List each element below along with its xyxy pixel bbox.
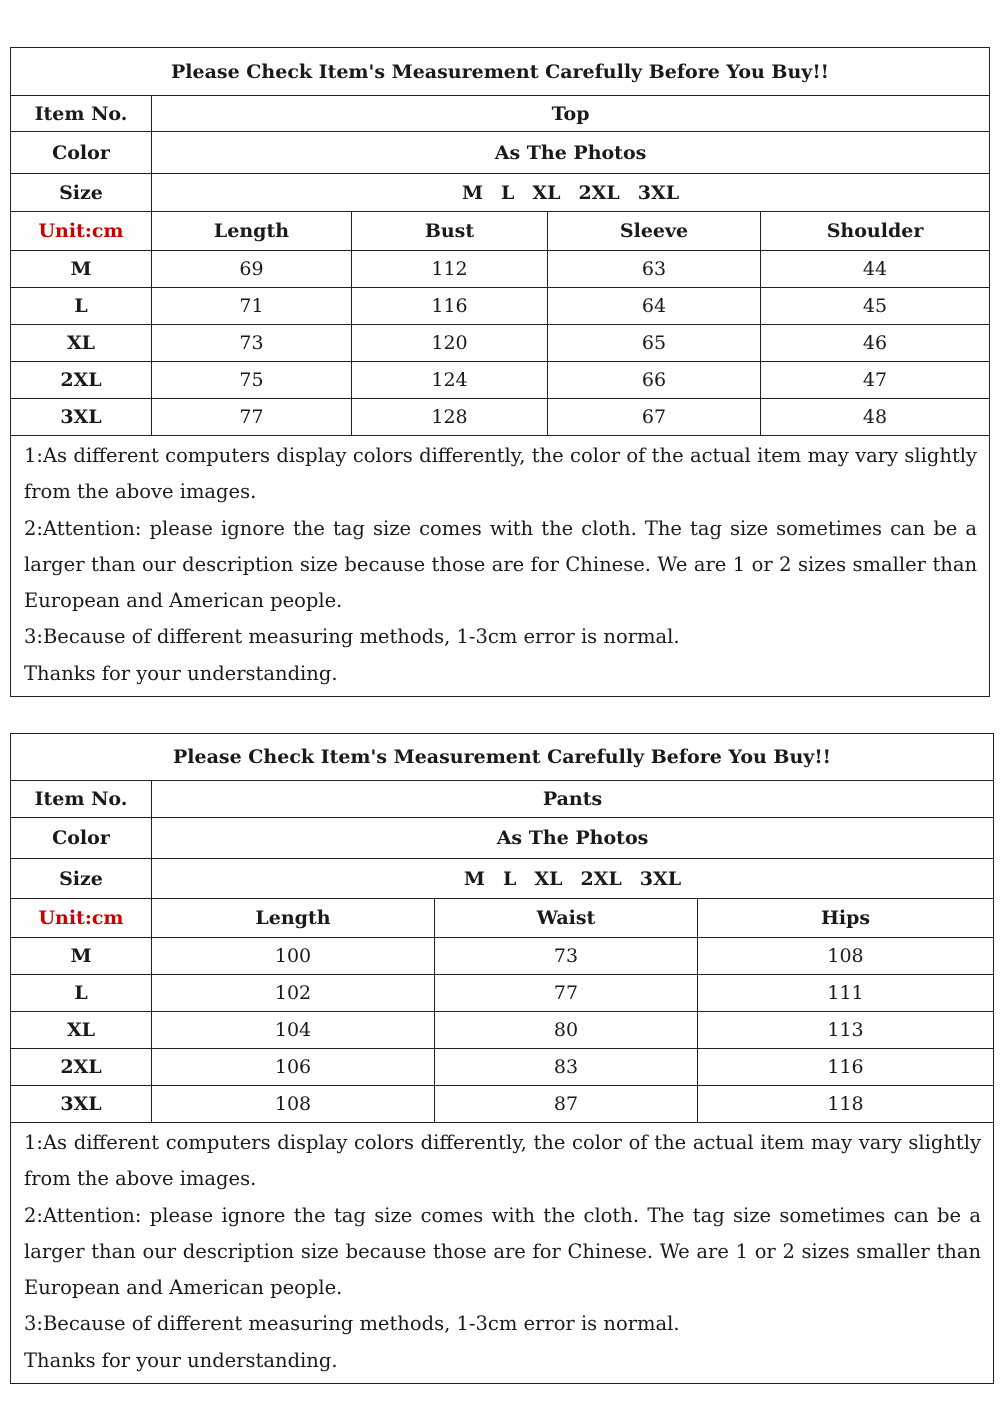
cell-value: 63 — [548, 251, 761, 288]
item-no-value: Pants — [152, 781, 994, 818]
column-header-hips: Hips — [698, 899, 994, 938]
cell-value: 73 — [435, 938, 698, 975]
row-size: 3XL — [11, 1086, 152, 1123]
item-no-value: Top — [152, 96, 990, 132]
cell-value: 116 — [698, 1049, 994, 1086]
chart-title: Please Check Item's Measurement Carefully Before You Buy!! — [11, 48, 990, 96]
item-no-label: Item No. — [11, 781, 152, 818]
cell-value: 71 — [152, 288, 352, 325]
size-option: 2XL — [578, 181, 620, 204]
note-thanks: Thanks for your understanding. — [24, 661, 338, 685]
column-header-length: Length — [152, 899, 435, 938]
cell-value: 102 — [152, 975, 435, 1012]
cell-value: 100 — [152, 938, 435, 975]
table-row — [11, 1049, 994, 1086]
cell-value: 77 — [152, 399, 352, 436]
item-no-label: Item No. — [11, 96, 152, 132]
column-header-waist: Waist — [435, 899, 698, 938]
cell-value: 87 — [435, 1086, 698, 1123]
size-options — [152, 859, 994, 899]
cell-value: 106 — [152, 1049, 435, 1086]
size-option: XL — [534, 867, 563, 890]
table-row — [11, 1086, 994, 1123]
notes-block — [11, 1123, 994, 1384]
color-value: As The Photos — [152, 132, 990, 174]
table-row — [11, 975, 994, 1012]
table-row — [11, 399, 990, 436]
cell-value: 67 — [548, 399, 761, 436]
note-measuring: 3:Because of different measuring methods, 1-3cm error is normal. — [24, 625, 680, 649]
column-header-shoulder: Shoulder — [761, 212, 990, 251]
cell-value: 120 — [352, 325, 548, 362]
size-option: 3XL — [637, 181, 680, 204]
size-option: L — [500, 181, 515, 204]
cell-value: 45 — [761, 288, 990, 325]
notes-block — [11, 436, 990, 697]
size-option: L — [502, 867, 517, 890]
table-row — [11, 251, 990, 288]
note-tag-size: 2:Attention: please ignore the tag size comes with the cloth. The tag size sometimes can be a larger than our description size because those are for Chinese. We are 1 or 2 sizes smaller than European and American people. — [24, 516, 978, 613]
cell-value: 113 — [698, 1012, 994, 1049]
row-size: L — [11, 288, 152, 325]
chart-title: Please Check Item's Measurement Carefully Before You Buy!! — [11, 734, 994, 781]
unit-label: Unit:cm — [11, 212, 152, 251]
note-tag-size: 2:Attention: please ignore the tag size comes with the cloth. The tag size sometimes can be a larger than our description size because those are for Chinese. We are 1 or 2 sizes smaller than European and American people. — [24, 1203, 982, 1300]
cell-value: 77 — [435, 975, 698, 1012]
table-row — [11, 288, 990, 325]
cell-value: 73 — [152, 325, 352, 362]
size-option: M — [463, 867, 485, 890]
size-label: Size — [11, 174, 152, 212]
row-size: 2XL — [11, 1049, 152, 1086]
cell-value: 104 — [152, 1012, 435, 1049]
size-option: 2XL — [580, 867, 622, 890]
cell-value: 108 — [698, 938, 994, 975]
table-row — [11, 1012, 994, 1049]
color-label: Color — [11, 818, 152, 859]
cell-value: 128 — [352, 399, 548, 436]
row-size: 2XL — [11, 362, 152, 399]
cell-value: 118 — [698, 1086, 994, 1123]
table-row — [11, 362, 990, 399]
cell-value: 66 — [548, 362, 761, 399]
row-size: 3XL — [11, 399, 152, 436]
cell-value: 69 — [152, 251, 352, 288]
cell-value: 108 — [152, 1086, 435, 1123]
size-option: XL — [532, 181, 561, 204]
note-measuring: 3:Because of different measuring methods, 1-3cm error is normal. — [24, 1312, 680, 1336]
row-size: XL — [11, 325, 152, 362]
row-size: L — [11, 975, 152, 1012]
unit-label: Unit:cm — [11, 899, 152, 938]
note-color: 1:As different computers display colors differently, the color of the actual item may vary slightly from the above images. — [24, 1131, 982, 1191]
cell-value: 83 — [435, 1049, 698, 1086]
column-header-sleeve: Sleeve — [548, 212, 761, 251]
table-row — [11, 325, 990, 362]
size-option: M — [461, 181, 483, 204]
row-size: M — [11, 251, 152, 288]
cell-value: 48 — [761, 399, 990, 436]
cell-value: 75 — [152, 362, 352, 399]
top-size-chart — [10, 47, 990, 697]
size-label: Size — [11, 859, 152, 899]
column-header-length: Length — [152, 212, 352, 251]
size-options — [152, 174, 990, 212]
cell-value: 80 — [435, 1012, 698, 1049]
cell-value: 64 — [548, 288, 761, 325]
note-thanks: Thanks for your understanding. — [24, 1348, 338, 1372]
pants-size-chart — [10, 733, 994, 1384]
cell-value: 116 — [352, 288, 548, 325]
cell-value: 112 — [352, 251, 548, 288]
table-row — [11, 938, 994, 975]
row-size: M — [11, 938, 152, 975]
cell-value: 111 — [698, 975, 994, 1012]
cell-value: 124 — [352, 362, 548, 399]
color-label: Color — [11, 132, 152, 174]
cell-value: 47 — [761, 362, 990, 399]
cell-value: 65 — [548, 325, 761, 362]
cell-value: 46 — [761, 325, 990, 362]
size-option: 3XL — [639, 867, 682, 890]
row-size: XL — [11, 1012, 152, 1049]
column-header-bust: Bust — [352, 212, 548, 251]
color-value: As The Photos — [152, 818, 994, 859]
note-color: 1:As different computers display colors differently, the color of the actual item may vary slightly from the above images. — [24, 444, 978, 504]
cell-value: 44 — [761, 251, 990, 288]
